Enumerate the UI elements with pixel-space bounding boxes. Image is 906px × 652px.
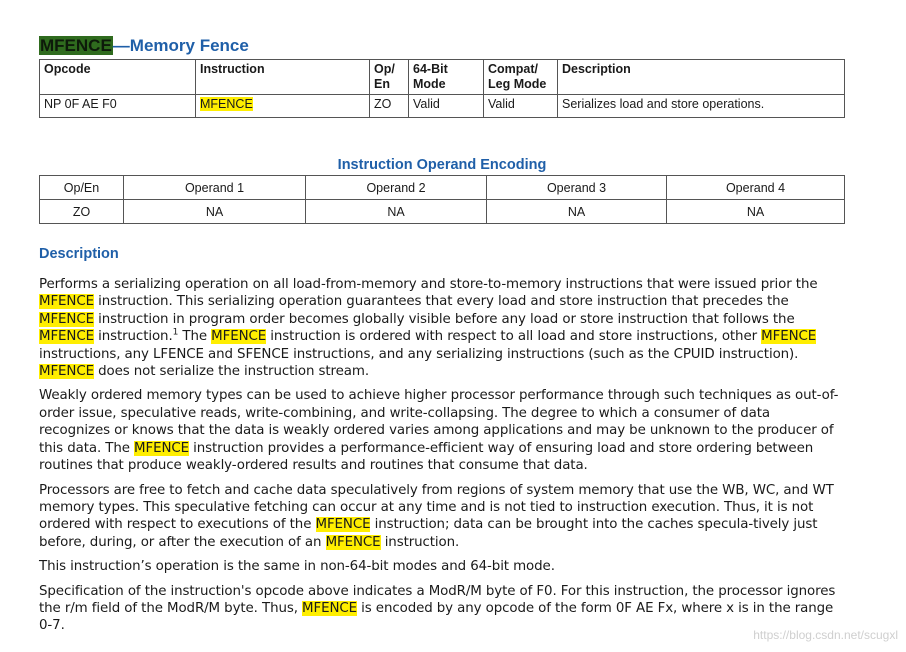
watermark: https://blog.csdn.net/scugxl <box>753 628 898 642</box>
cell-op-en: ZO <box>370 95 409 118</box>
encoding-table-title: Instruction Operand Encoding <box>337 157 547 173</box>
document-page <box>39 34 845 635</box>
description-paragraph-5 <box>39 583 845 635</box>
text-run: The <box>178 329 212 345</box>
description-paragraph-1 <box>39 276 845 380</box>
cell-description: Serializes load and store operations. <box>558 95 845 118</box>
highlight-mfence: MFENCE <box>315 517 371 533</box>
highlight-mfence: MFENCE <box>761 329 817 345</box>
header-instruction: Instruction <box>196 60 370 95</box>
description-paragraph-4: This instruction’s operation is the same in non-64-bit modes and 64-bit mode. <box>39 559 555 575</box>
text-run: instruction; data can be brought into the caches specula-tively just before, during, or after the execution of an <box>39 517 818 550</box>
enc-cell-operand1: NA <box>124 200 306 224</box>
text-run: is encoded by any opcode of the form 0F AE Fx, where x is in the range 0-7. <box>39 600 834 634</box>
cell-opcode: NP 0F AE F0 <box>40 95 196 118</box>
title-text: Memory Fence <box>129 36 249 55</box>
text-run: instruction in program order becomes globally visible before any load or store instruction that follows the <box>93 311 795 327</box>
highlight-mfence: MFENCE <box>325 534 381 550</box>
highlight-mfence: MFENCE <box>39 311 94 327</box>
title-dash: — <box>112 36 130 55</box>
cell-instruction <box>196 95 370 118</box>
encoding-table <box>39 175 845 224</box>
enc-cell-operand3: NA <box>487 200 667 224</box>
header-64bit-mode: 64-Bit Mode <box>409 60 484 95</box>
header-compat-mode: Compat/ Leg Mode <box>484 60 558 95</box>
description-paragraph-2 <box>39 387 845 474</box>
text-run: instructions, any LFENCE and SFENCE instructions, and any serializing instructions (such as the CPUID instruction). <box>39 346 799 362</box>
cell-compat: Valid <box>484 95 558 118</box>
table-row <box>40 95 845 118</box>
highlight-mfence: MFENCE <box>39 364 94 380</box>
title-mnemonic: MFENCE <box>40 36 112 55</box>
text-run: Processors are free to fetch and cache data speculatively from regions of system memory that use the WB, WC, and WT memory types. This speculative fetching can occur at any time and is not tied to instruction execution. Thus, it is not ordered with respect to executions of the <box>39 482 834 533</box>
enc-header-op-en: Op/En <box>40 176 124 200</box>
highlight-mfence: MFENCE <box>211 329 267 345</box>
enc-header-operand1: Operand 1 <box>124 176 306 200</box>
text-run: Performs a serializing operation on all load-from-memory and store-to-memory instructions that were issued prior the <box>39 277 818 293</box>
enc-header-operand3: Operand 3 <box>487 176 667 200</box>
enc-header-operand4: Operand 4 <box>667 176 845 200</box>
opcode-table-header-row <box>40 60 845 95</box>
enc-cell-op-en: ZO <box>40 200 124 224</box>
text-run: does not serialize the instruction stream. <box>93 364 369 380</box>
enc-header-operand2: Operand 2 <box>306 176 487 200</box>
header-description: Description <box>558 60 845 95</box>
description-paragraph-3 <box>39 482 845 552</box>
text-run: instruction. <box>380 534 460 550</box>
cell-64bit: Valid <box>409 95 484 118</box>
text-run: instruction. <box>93 329 173 345</box>
enc-cell-operand2: NA <box>306 200 487 224</box>
description-heading: Description <box>39 246 119 262</box>
text-run: Specification of the instruction's opcode above indicates a ModR/M byte of F0. For this instruction, the processor ignores the r/m field of the ModR/M byte. Thus, <box>39 583 836 616</box>
highlight-mfence: MFENCE <box>302 600 357 616</box>
table-row <box>40 200 845 224</box>
highlight-mfence: MFENCE <box>200 97 253 111</box>
enc-cell-operand4: NA <box>667 200 845 224</box>
highlight-mfence: MFENCE <box>39 294 94 310</box>
text-run: Weakly ordered memory types can be used to achieve higher processor performance through such techniques as out-of-order issue, speculative reads, write-combining, and write-collapsing. The degree to which a consumer of data recognizes or knows that the data is weakly ordered varies among applications and may be unknown to the producer of this data. The <box>39 388 839 456</box>
opcode-table <box>39 59 845 118</box>
encoding-header-row <box>40 176 845 200</box>
page-title <box>39 34 845 58</box>
header-op-en: Op/ En <box>370 60 409 95</box>
highlight-mfence: MFENCE <box>134 440 189 456</box>
highlight-mfence: MFENCE <box>39 329 94 345</box>
footnote-marker: 1 <box>172 327 179 338</box>
text-run: instruction is ordered with respect to all load and store instructions, other <box>266 329 762 345</box>
text-run: instruction. This serializing operation guarantees that every load and store instruction that precedes the <box>93 294 789 310</box>
header-opcode: Opcode <box>40 60 196 95</box>
text-run: instruction provides a performance-efficient way of ensuring load and store ordering between routines that produce weakly-ordered results and routines that consume that data. <box>39 440 814 474</box>
